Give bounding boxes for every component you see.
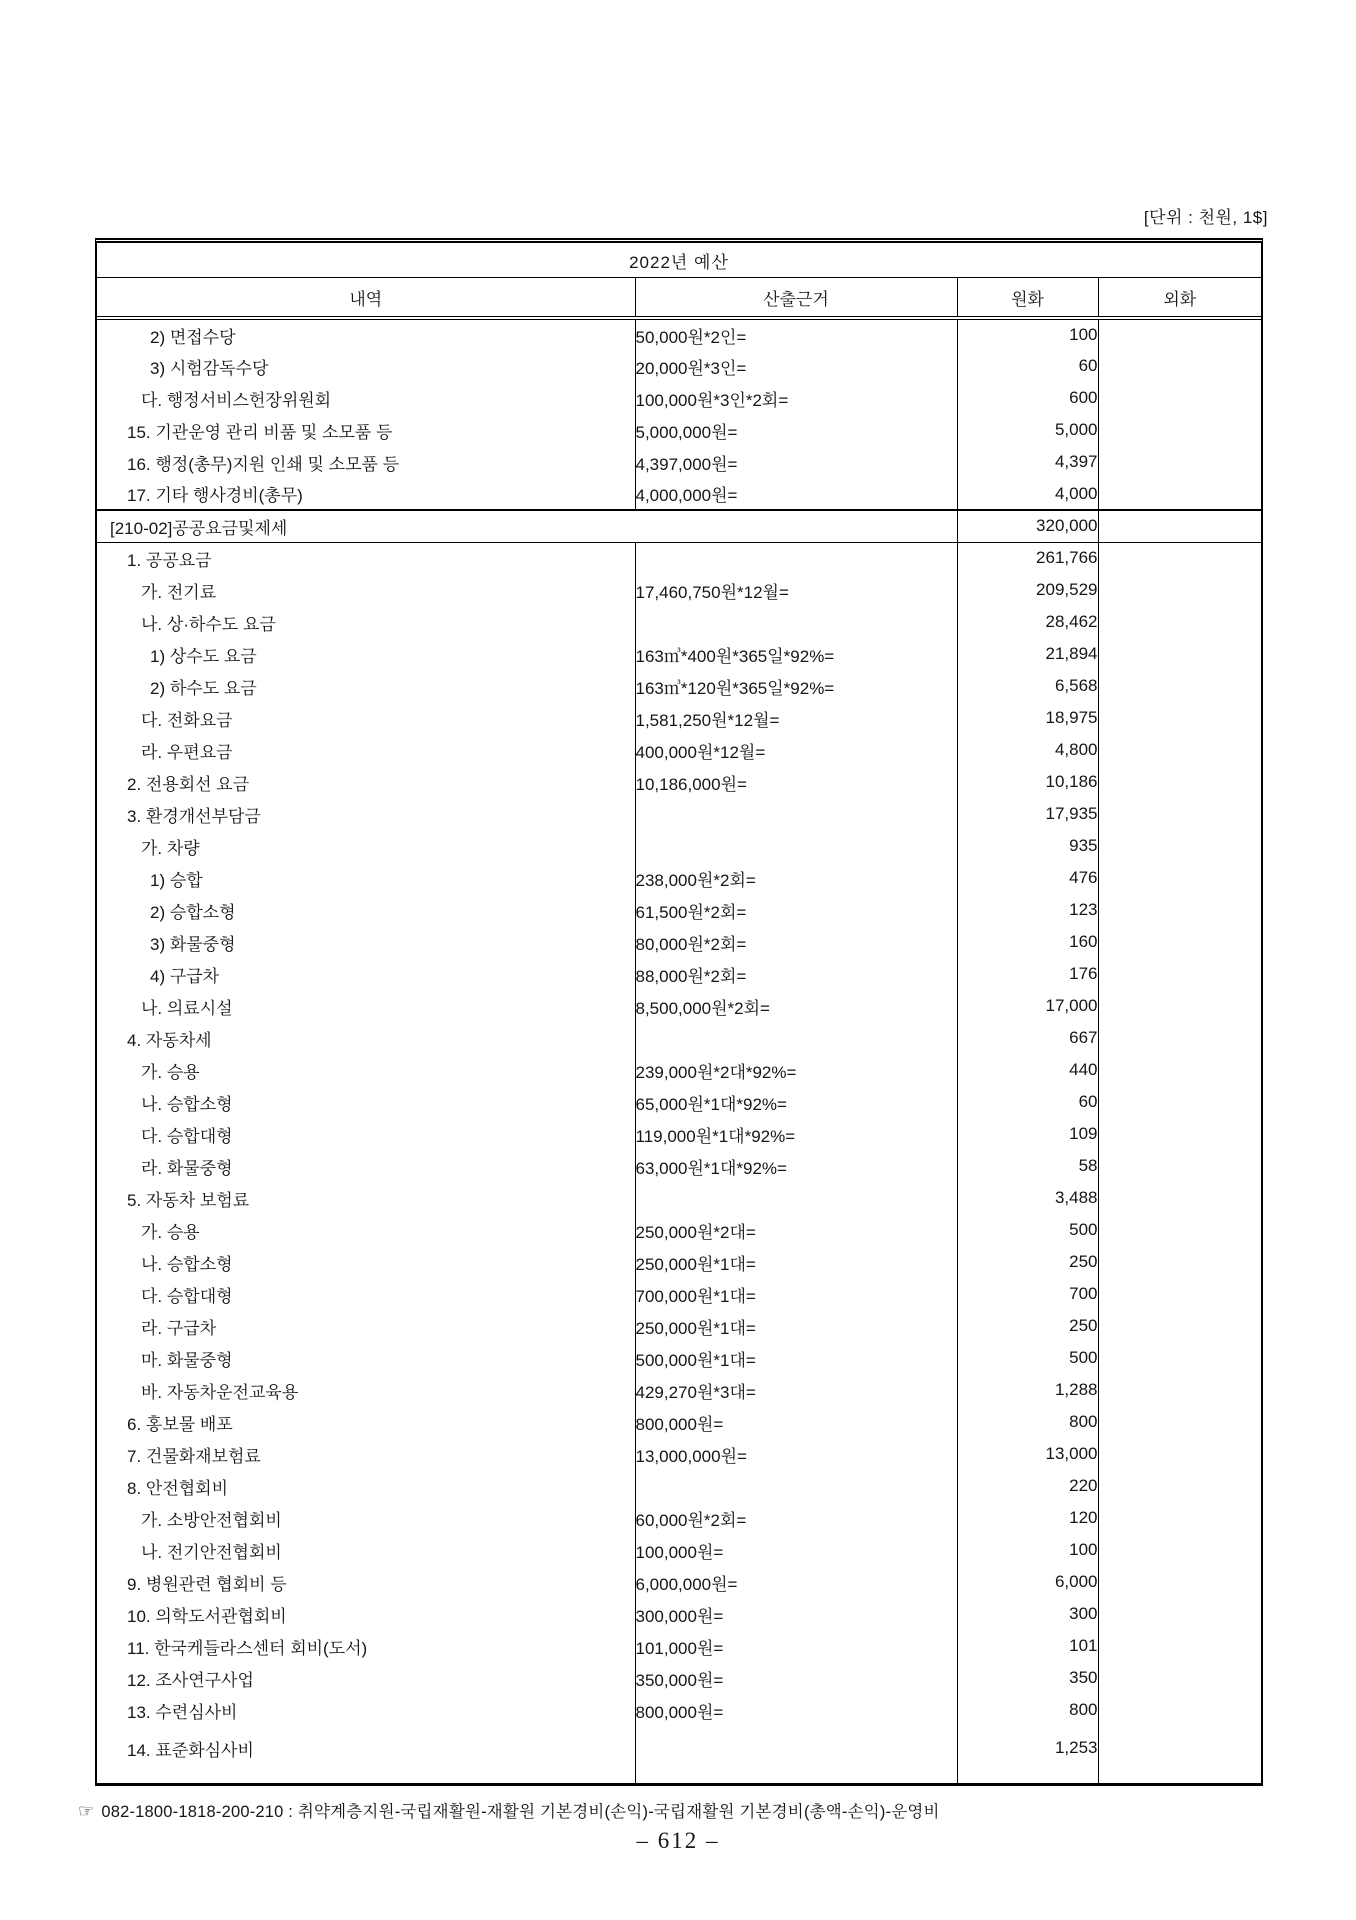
fx-cell [1098, 350, 1261, 382]
item-cell: 6. 홍보물 배포 [97, 1406, 635, 1438]
item-cell: 2. 전용회선 요금 [97, 766, 635, 798]
fx-cell [1098, 1246, 1261, 1278]
fx-cell [1098, 1438, 1261, 1470]
fx-cell [1098, 1278, 1261, 1310]
item-cell: 8. 안전협회비 [97, 1470, 635, 1502]
krw-cell: 17,935 [957, 798, 1098, 830]
item-cell: 17. 기타 행사경비(총무) [97, 478, 635, 510]
calc-cell: 350,000원= [635, 1662, 957, 1694]
calc-cell: 238,000원*2회= [635, 862, 957, 894]
calc-cell: 300,000원= [635, 1598, 957, 1630]
calc-cell: 1,581,250원*12월= [635, 702, 957, 734]
fx-cell [1098, 606, 1261, 638]
table-row [97, 766, 1261, 798]
table-row [97, 1182, 1261, 1214]
fx-cell [1098, 318, 1261, 350]
calc-cell: 5,000,000원= [635, 414, 957, 446]
krw-cell: 123 [957, 894, 1098, 926]
krw-cell: 667 [957, 1022, 1098, 1054]
krw-cell: 3,488 [957, 1182, 1098, 1214]
column-header-fx: 외화 [1098, 278, 1261, 319]
column-header-basis: 산출근거 [635, 278, 957, 319]
table-row [97, 702, 1261, 734]
table-bottom-spacer [97, 1770, 1261, 1783]
calc-cell: 65,000원*1대*92%= [635, 1086, 957, 1118]
table-row [97, 1022, 1261, 1054]
table-row [97, 606, 1261, 638]
fx-cell [1098, 1310, 1261, 1342]
krw-cell: 1,253 [957, 1726, 1098, 1770]
item-cell: 가. 소방안전협회비 [97, 1502, 635, 1534]
item-cell: 나. 승합소형 [97, 1246, 635, 1278]
calc-cell [635, 606, 957, 638]
item-cell: 15. 기관운영 관리 비품 및 소모품 등 [97, 414, 635, 446]
fx-cell [1098, 1534, 1261, 1566]
table-row [97, 990, 1261, 1022]
krw-cell: 4,000 [957, 478, 1098, 510]
calc-cell: 10,186,000원= [635, 766, 957, 798]
item-cell: 라. 구급차 [97, 1310, 635, 1342]
calc-cell: 4,397,000원= [635, 446, 957, 478]
fx-cell [1098, 926, 1261, 958]
item-cell: 5. 자동차 보험료 [97, 1182, 635, 1214]
calc-cell: 500,000원*1대= [635, 1342, 957, 1374]
table-row [97, 1726, 1261, 1770]
table-row [97, 382, 1261, 414]
calc-cell: 100,000원= [635, 1534, 957, 1566]
calc-cell: 800,000원= [635, 1406, 957, 1438]
fx-cell [1098, 766, 1261, 798]
calc-cell: 8,500,000원*2회= [635, 990, 957, 1022]
table-row [97, 926, 1261, 958]
calc-cell: 250,000원*2대= [635, 1214, 957, 1246]
krw-cell: 350 [957, 1662, 1098, 1694]
calc-cell: 88,000원*2회= [635, 958, 957, 990]
fx-cell [1098, 670, 1261, 702]
fx-cell [1098, 1182, 1261, 1214]
krw-cell: 300 [957, 1598, 1098, 1630]
table-row [97, 1246, 1261, 1278]
calc-cell: 17,460,750원*12월= [635, 574, 957, 606]
item-cell: 나. 승합소형 [97, 1086, 635, 1118]
item-cell: 3. 환경개선부담금 [97, 798, 635, 830]
krw-cell: 320,000 [957, 510, 1098, 542]
item-cell: 다. 행정서비스헌장위원회 [97, 382, 635, 414]
calc-cell [635, 1726, 957, 1770]
item-cell: 3) 화물중형 [97, 926, 635, 958]
fx-cell [1098, 510, 1261, 542]
table-row [97, 1118, 1261, 1150]
fx-cell [1098, 862, 1261, 894]
item-cell: 16. 행정(총무)지원 인쇄 및 소모품 등 [97, 446, 635, 478]
item-cell: 4. 자동차세 [97, 1022, 635, 1054]
krw-cell: 935 [957, 830, 1098, 862]
fx-cell [1098, 1726, 1261, 1770]
calc-cell [635, 1182, 957, 1214]
calc-cell: 119,000원*1대*92%= [635, 1118, 957, 1150]
table-row [97, 894, 1261, 926]
fx-cell [1098, 1470, 1261, 1502]
fx-cell [1098, 894, 1261, 926]
table-row [97, 734, 1261, 766]
krw-cell: 160 [957, 926, 1098, 958]
calc-cell: 429,270원*3대= [635, 1374, 957, 1406]
item-cell: 다. 승합대형 [97, 1278, 635, 1310]
calc-cell [635, 1022, 957, 1054]
calc-cell: 800,000원= [635, 1694, 957, 1726]
krw-cell: 28,462 [957, 606, 1098, 638]
item-cell: 1) 승합 [97, 862, 635, 894]
table-row [97, 350, 1261, 382]
item-cell: 9. 병원관련 협회비 등 [97, 1566, 635, 1598]
item-cell: 12. 조사연구사업 [97, 1662, 635, 1694]
krw-cell: 261,766 [957, 542, 1098, 574]
table-row [97, 1054, 1261, 1086]
calc-cell: 100,000원*3인*2회= [635, 382, 957, 414]
fx-cell [1098, 1630, 1261, 1662]
item-cell: 가. 승용 [97, 1054, 635, 1086]
table-header-row [97, 278, 1261, 319]
column-header-krw: 원화 [957, 278, 1098, 319]
footer-note-text: 082-1800-1818-200-210 : 취약계층지원-국립재활원-재활원 기본경비(손익)-국립재활원 기본경비(총액-손익)-운영비 [101, 1803, 940, 1821]
krw-cell: 4,800 [957, 734, 1098, 766]
table-row [97, 1086, 1261, 1118]
calc-cell [635, 1470, 957, 1502]
item-cell: 13. 수련심사비 [97, 1694, 635, 1726]
fx-cell [1098, 958, 1261, 990]
table-row [97, 318, 1261, 350]
item-cell: 가. 차량 [97, 830, 635, 862]
fx-cell [1098, 478, 1261, 510]
krw-cell: 17,000 [957, 990, 1098, 1022]
item-cell: 2) 승합소형 [97, 894, 635, 926]
krw-cell: 220 [957, 1470, 1098, 1502]
table-row [97, 1310, 1261, 1342]
item-cell: 다. 전화요금 [97, 702, 635, 734]
table-row [97, 1278, 1261, 1310]
item-cell: 10. 의학도서관협회비 [97, 1598, 635, 1630]
item-cell: 라. 화물중형 [97, 1150, 635, 1182]
krw-cell: 60 [957, 350, 1098, 382]
fx-cell [1098, 1406, 1261, 1438]
item-cell: 나. 상·하수도 요금 [97, 606, 635, 638]
fx-cell [1098, 798, 1261, 830]
krw-cell: 500 [957, 1214, 1098, 1246]
krw-cell: 6,568 [957, 670, 1098, 702]
krw-cell: 21,894 [957, 638, 1098, 670]
krw-cell: 500 [957, 1342, 1098, 1374]
calc-cell: 13,000,000원= [635, 1438, 957, 1470]
footer-note [78, 1798, 940, 1822]
table-row [97, 574, 1261, 606]
krw-cell: 100 [957, 1534, 1098, 1566]
fx-cell [1098, 446, 1261, 478]
fx-cell [1098, 1502, 1261, 1534]
krw-cell: 4,397 [957, 446, 1098, 478]
item-cell: 나. 의료시설 [97, 990, 635, 1022]
krw-cell: 250 [957, 1246, 1098, 1278]
krw-cell: 440 [957, 1054, 1098, 1086]
table-title: 2022년 예산 [97, 243, 1261, 278]
item-cell: 다. 승합대형 [97, 1118, 635, 1150]
section-label: [210-02]공공요금및제세 [97, 510, 957, 542]
fx-cell [1098, 542, 1261, 574]
table-row [97, 478, 1261, 510]
item-cell: 바. 자동차운전교육용 [97, 1374, 635, 1406]
table-row [97, 1150, 1261, 1182]
calc-cell: 20,000원*3인= [635, 350, 957, 382]
table-row [97, 1694, 1261, 1726]
fx-cell [1098, 1118, 1261, 1150]
table-title-row [97, 243, 1261, 278]
calc-cell: 700,000원*1대= [635, 1278, 957, 1310]
calc-cell: 400,000원*12월= [635, 734, 957, 766]
table-row [97, 542, 1261, 574]
krw-cell: 800 [957, 1694, 1098, 1726]
calc-cell: 250,000원*1대= [635, 1246, 957, 1278]
table-row [97, 1598, 1261, 1630]
item-cell: 2) 하수도 요금 [97, 670, 635, 702]
fx-cell [1098, 830, 1261, 862]
item-cell: 14. 표준화심사비 [97, 1726, 635, 1770]
calc-cell: 61,500원*2회= [635, 894, 957, 926]
krw-cell: 5,000 [957, 414, 1098, 446]
calc-cell [635, 830, 957, 862]
budget-table [95, 238, 1263, 1786]
krw-cell: 209,529 [957, 574, 1098, 606]
krw-cell: 100 [957, 318, 1098, 350]
krw-cell: 600 [957, 382, 1098, 414]
krw-cell: 109 [957, 1118, 1098, 1150]
krw-cell: 13,000 [957, 1438, 1098, 1470]
table-row [97, 1534, 1261, 1566]
krw-cell: 120 [957, 1502, 1098, 1534]
fx-cell [1098, 1214, 1261, 1246]
krw-cell: 58 [957, 1150, 1098, 1182]
fx-cell [1098, 414, 1261, 446]
calc-cell: 60,000원*2회= [635, 1502, 957, 1534]
item-cell: 나. 전기안전협회비 [97, 1534, 635, 1566]
item-cell: 3) 시험감독수당 [97, 350, 635, 382]
fx-cell [1098, 1022, 1261, 1054]
table-row [97, 414, 1261, 446]
fx-cell [1098, 1694, 1261, 1726]
fx-cell [1098, 702, 1261, 734]
fx-cell [1098, 1150, 1261, 1182]
table-row [97, 958, 1261, 990]
table-row [97, 1438, 1261, 1470]
fx-cell [1098, 382, 1261, 414]
calc-cell: 163㎥*400원*365일*92%= [635, 638, 957, 670]
table-row [97, 670, 1261, 702]
item-cell: 4) 구급차 [97, 958, 635, 990]
table-row [97, 862, 1261, 894]
column-header-item: 내역 [97, 278, 635, 319]
table-body [97, 318, 1261, 1783]
item-cell: 라. 우편요금 [97, 734, 635, 766]
fx-cell [1098, 734, 1261, 766]
krw-cell: 60 [957, 1086, 1098, 1118]
krw-cell: 101 [957, 1630, 1098, 1662]
fx-cell [1098, 1342, 1261, 1374]
fx-cell [1098, 1598, 1261, 1630]
table-row [97, 1502, 1261, 1534]
fx-cell [1098, 1054, 1261, 1086]
pointing-hand-icon: ☞ [78, 1801, 95, 1821]
calc-cell: 239,000원*2대*92%= [635, 1054, 957, 1086]
item-cell: 마. 화물중형 [97, 1342, 635, 1374]
fx-cell [1098, 990, 1261, 1022]
krw-cell: 1,288 [957, 1374, 1098, 1406]
item-cell: 1) 상수도 요금 [97, 638, 635, 670]
table-row [97, 798, 1261, 830]
calc-cell: 80,000원*2회= [635, 926, 957, 958]
table-row [97, 1630, 1261, 1662]
table-row [97, 1214, 1261, 1246]
krw-cell: 476 [957, 862, 1098, 894]
unit-label: [단위 : 천원, 1$] [1143, 208, 1268, 227]
krw-cell: 10,186 [957, 766, 1098, 798]
calc-cell: 101,000원= [635, 1630, 957, 1662]
fx-cell [1098, 1086, 1261, 1118]
item-cell: 11. 한국케들라스센터 회비(도서) [97, 1630, 635, 1662]
item-cell: 2) 면접수당 [97, 318, 635, 350]
calc-cell: 50,000원*2인= [635, 318, 957, 350]
calc-cell: 6,000,000원= [635, 1566, 957, 1598]
table-row [97, 1342, 1261, 1374]
calc-cell: 163㎥*120원*365일*92%= [635, 670, 957, 702]
fx-cell [1098, 1662, 1261, 1694]
fx-cell [1098, 638, 1261, 670]
table-row [97, 1566, 1261, 1598]
calc-cell [635, 798, 957, 830]
table-row [97, 1470, 1261, 1502]
krw-cell: 250 [957, 1310, 1098, 1342]
fx-cell [1098, 1566, 1261, 1598]
page-number: – 612 – [636, 1828, 720, 1853]
fx-cell [1098, 1374, 1261, 1406]
table-row [97, 638, 1261, 670]
item-cell: 가. 승용 [97, 1214, 635, 1246]
table-row [97, 1406, 1261, 1438]
calc-cell: 250,000원*1대= [635, 1310, 957, 1342]
calc-cell [635, 542, 957, 574]
fx-cell [1098, 574, 1261, 606]
krw-cell: 18,975 [957, 702, 1098, 734]
krw-cell: 6,000 [957, 1566, 1098, 1598]
table-row [97, 1374, 1261, 1406]
table-row [97, 1662, 1261, 1694]
krw-cell: 700 [957, 1278, 1098, 1310]
item-cell: 7. 건물화재보험료 [97, 1438, 635, 1470]
item-cell: 1. 공공요금 [97, 542, 635, 574]
calc-cell: 4,000,000원= [635, 478, 957, 510]
section-row [97, 510, 1261, 542]
table-row [97, 830, 1261, 862]
krw-cell: 176 [957, 958, 1098, 990]
item-cell: 가. 전기료 [97, 574, 635, 606]
table-row [97, 446, 1261, 478]
krw-cell: 800 [957, 1406, 1098, 1438]
calc-cell: 63,000원*1대*92%= [635, 1150, 957, 1182]
